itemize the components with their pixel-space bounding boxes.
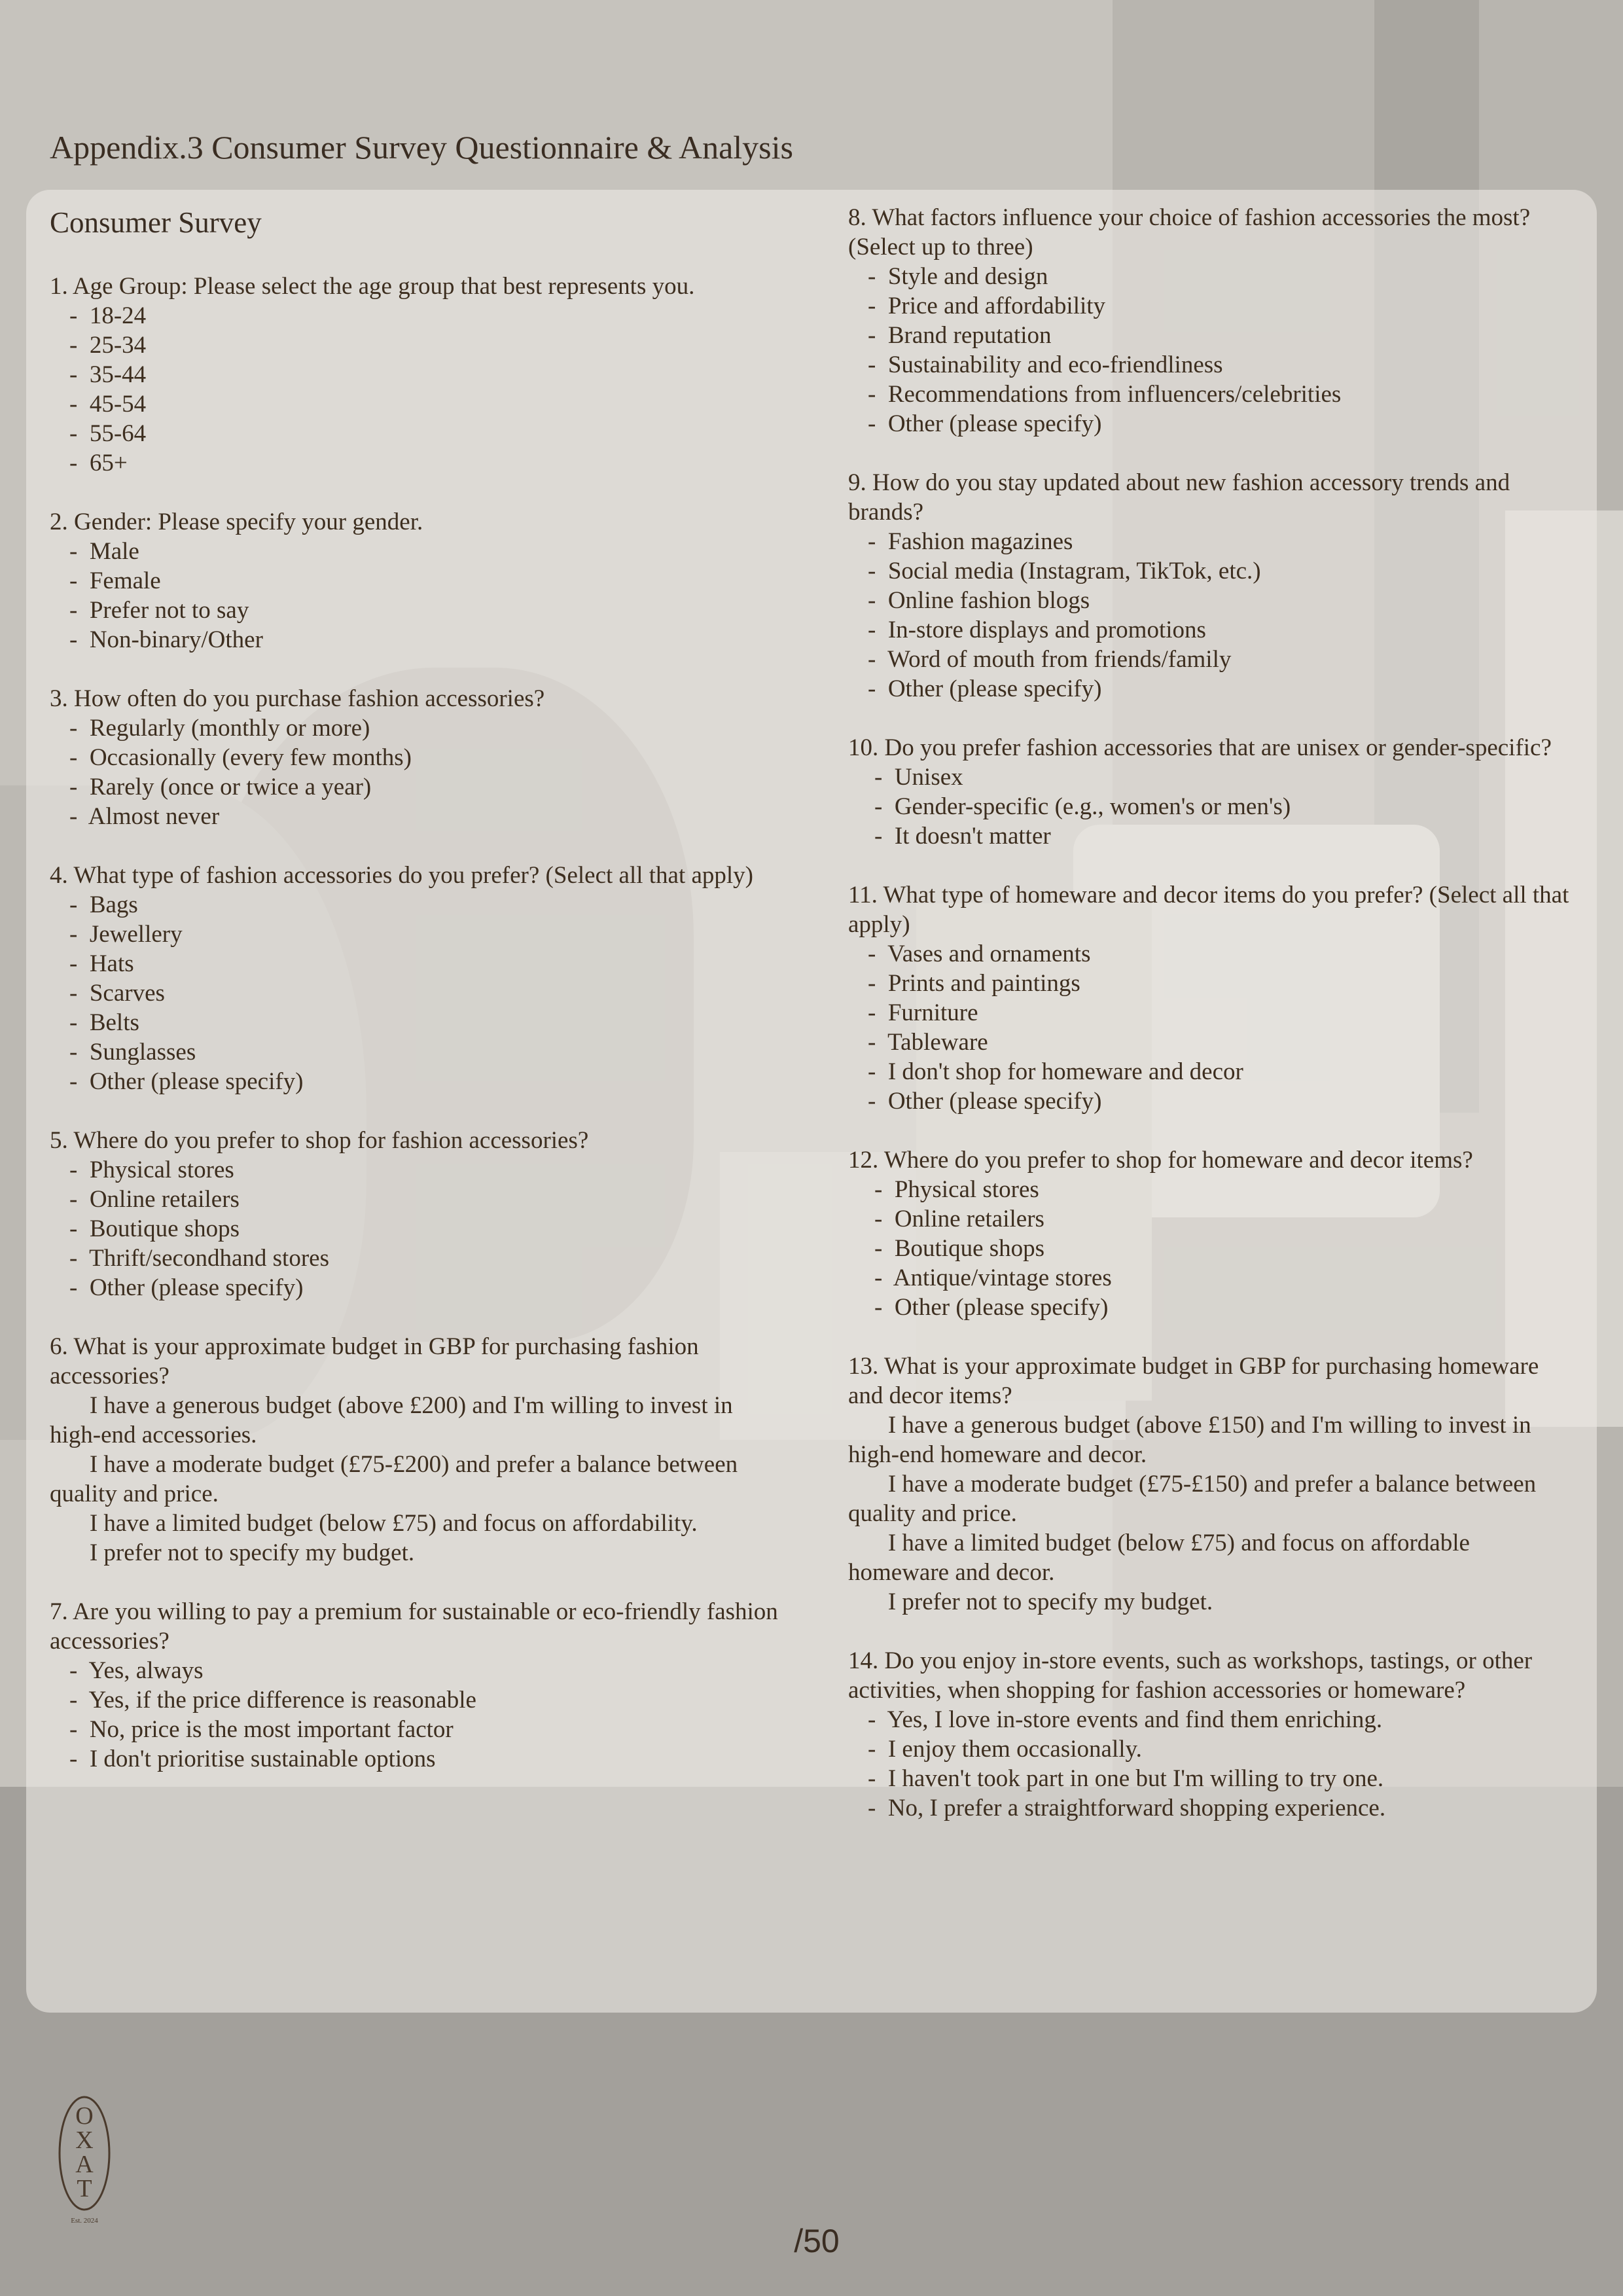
question-block <box>848 203 1575 439</box>
option-item: - Other (please specify) <box>848 1086 1575 1116</box>
option-item: - Prints and paintings <box>848 969 1575 998</box>
option-item: - 35-44 <box>50 360 789 389</box>
question-text: 12. Where do you prefer to shop for homeware and decor items? <box>848 1147 1473 1174</box>
survey-heading: Consumer Survey <box>50 206 262 239</box>
option-item: - Online fashion blogs <box>848 586 1575 615</box>
option-list <box>848 939 1575 1116</box>
option-item: - 45-54 <box>50 389 789 419</box>
question-text: 4. What type of fashion accessories do you prefer? (Select all that apply) <box>50 862 754 889</box>
option-list <box>848 1705 1575 1823</box>
survey-column-left <box>50 203 789 1803</box>
option-item: - 18-24 <box>50 301 789 331</box>
question-block <box>848 1352 1575 1617</box>
question-text: 3. How often do you purchase fashion accessories? <box>50 685 545 712</box>
option-item: - I have a generous budget (above £150) and I'm willing to invest in high-end homeware and decor. <box>848 1410 1575 1469</box>
question-block <box>50 861 789 1096</box>
option-item: - Scarves <box>50 978 789 1008</box>
option-item: - 25-34 <box>50 331 789 360</box>
question-text: 13. What is your approximate budget in GBP for purchasing homeware and decor items? <box>848 1353 1539 1409</box>
option-item: - Hats <box>50 949 789 978</box>
question-text: 9. How do you stay updated about new fashion accessory trends and brands? <box>848 469 1510 526</box>
option-list <box>50 301 789 478</box>
survey-column-right <box>848 203 1575 1852</box>
option-item: - Non-binary/Other <box>50 625 789 655</box>
option-item: - Thrift/secondhand stores <box>50 1244 789 1273</box>
question-text: 5. Where do you prefer to shop for fashion accessories? <box>50 1127 589 1154</box>
option-item: - In-store displays and promotions <box>848 615 1575 645</box>
option-list <box>848 762 1575 851</box>
question-text: 6. What is your approximate budget in GBP for purchasing fashion accessories? <box>50 1333 699 1390</box>
option-item: - I have a limited budget (below £75) and focus on affordable homeware and decor. <box>848 1528 1575 1587</box>
option-item: - Physical stores <box>848 1175 1575 1204</box>
option-item: - I prefer not to specify my budget. <box>848 1587 1575 1617</box>
logo-letter: O <box>75 2102 94 2130</box>
option-list <box>848 262 1575 439</box>
option-item: - Physical stores <box>50 1155 789 1185</box>
option-item: - Female <box>50 566 789 596</box>
option-item: - Unisex <box>848 762 1575 792</box>
question-block <box>50 1332 789 1568</box>
option-item: - Prefer not to say <box>50 596 789 625</box>
question-block <box>50 1126 789 1302</box>
question-block <box>50 272 789 478</box>
option-item: - Brand reputation <box>848 321 1575 350</box>
option-list <box>848 1175 1575 1322</box>
logo-letter: A <box>75 2151 94 2178</box>
question-block <box>848 1646 1575 1823</box>
option-item: - Online retailers <box>848 1204 1575 1234</box>
question-text: 11. What type of homeware and decor items do you prefer? (Select all that apply) <box>848 882 1569 938</box>
question-block <box>848 1145 1575 1322</box>
question-text: 10. Do you prefer fashion accessories that are unisex or gender-specific? <box>848 734 1552 761</box>
option-item: - 55-64 <box>50 419 789 448</box>
option-list <box>50 537 789 655</box>
option-item: - Fashion magazines <box>848 527 1575 556</box>
option-item: - Occasionally (every few months) <box>50 743 789 772</box>
option-item: - Yes, always <box>50 1656 789 1685</box>
option-item: - Boutique shops <box>50 1214 789 1244</box>
question-text: 8. What factors influence your choice of fashion accessories the most? (Select up to three) <box>848 204 1531 260</box>
option-item: - Boutique shops <box>848 1234 1575 1263</box>
logo-letter: T <box>77 2175 92 2202</box>
page-title: Appendix.3 Consumer Survey Questionnaire & Analysis <box>50 129 793 166</box>
option-item: - Online retailers <box>50 1185 789 1214</box>
option-item: - I prefer not to specify my budget. <box>50 1538 789 1568</box>
question-block <box>848 880 1575 1116</box>
option-item: - I have a generous budget (above £200) and I'm willing to invest in high-end accessories. <box>50 1391 789 1450</box>
option-item: - No, price is the most important factor <box>50 1715 789 1744</box>
option-item: - Word of mouth from friends/family <box>848 645 1575 674</box>
option-item: - Belts <box>50 1008 789 1037</box>
option-item: - Antique/vintage stores <box>848 1263 1575 1293</box>
option-item: - Male <box>50 537 789 566</box>
option-item: - 65+ <box>50 448 789 478</box>
option-item: - I have a limited budget (below £75) and focus on affordability. <box>50 1509 789 1538</box>
page-number: /50 <box>794 2223 840 2259</box>
option-item: - Almost never <box>50 802 789 831</box>
option-item: - Social media (Instagram, TikTok, etc.) <box>848 556 1575 586</box>
option-item: - Recommendations from influencers/celebrities <box>848 380 1575 409</box>
question-text: 1. Age Group: Please select the age group that best represents you. <box>50 273 695 300</box>
option-item: - No, I prefer a straightforward shopping experience. <box>848 1793 1575 1823</box>
option-item: - I have a moderate budget (£75-£200) and prefer a balance between quality and price. <box>50 1450 789 1509</box>
option-item: - Tableware <box>848 1028 1575 1057</box>
question-text: 14. Do you enjoy in-store events, such as workshops, tastings, or other activities, when shopping for fashion accessories or homeware? <box>848 1647 1533 1704</box>
option-item: - Gender-specific (e.g., women's or men's) <box>848 792 1575 821</box>
question-text: 7. Are you willing to pay a premium for sustainable or eco-friendly fashion accessories? <box>50 1598 778 1655</box>
option-list <box>50 1656 789 1774</box>
option-item: - I haven't took part in one but I'm willing to try one. <box>848 1764 1575 1793</box>
option-item: - Yes, I love in-store events and find them enriching. <box>848 1705 1575 1734</box>
question-block <box>50 507 789 655</box>
option-item: - Other (please specify) <box>50 1273 789 1302</box>
option-item: - I enjoy them occasionally. <box>848 1734 1575 1764</box>
question-block <box>848 733 1575 851</box>
option-item: - Other (please specify) <box>848 1293 1575 1322</box>
option-list <box>50 1391 789 1568</box>
option-item: - Sustainability and eco-friendliness <box>848 350 1575 380</box>
option-item: - Style and design <box>848 262 1575 291</box>
option-item: - Jewellery <box>50 920 789 949</box>
option-item: - Other (please specify) <box>848 674 1575 704</box>
option-item: - Rarely (once or twice a year) <box>50 772 789 802</box>
option-list <box>50 713 789 831</box>
option-item: - I don't prioritise sustainable options <box>50 1744 789 1774</box>
option-item: - Bags <box>50 890 789 920</box>
option-item: - Other (please specify) <box>848 409 1575 439</box>
option-item: - Furniture <box>848 998 1575 1028</box>
option-item: - Other (please specify) <box>50 1067 789 1096</box>
brand-logo <box>55 2094 114 2225</box>
option-item: - I have a moderate budget (£75-£150) and prefer a balance between quality and price. <box>848 1469 1575 1528</box>
option-list <box>848 1410 1575 1617</box>
question-block <box>50 684 789 831</box>
option-item: - Regularly (monthly or more) <box>50 713 789 743</box>
option-list <box>50 1155 789 1302</box>
question-block <box>848 468 1575 704</box>
option-item: - It doesn't matter <box>848 821 1575 851</box>
option-list <box>50 890 789 1096</box>
option-item: - Sunglasses <box>50 1037 789 1067</box>
question-text: 2. Gender: Please specify your gender. <box>50 509 423 535</box>
logo-letter: X <box>75 2126 94 2154</box>
question-block <box>50 1597 789 1774</box>
option-item: - I don't shop for homeware and decor <box>848 1057 1575 1086</box>
logo-established: Est. 2024 <box>71 2217 98 2225</box>
option-list <box>848 527 1575 704</box>
option-item: - Yes, if the price difference is reasonable <box>50 1685 789 1715</box>
option-item: - Price and affordability <box>848 291 1575 321</box>
option-item: - Vases and ornaments <box>848 939 1575 969</box>
